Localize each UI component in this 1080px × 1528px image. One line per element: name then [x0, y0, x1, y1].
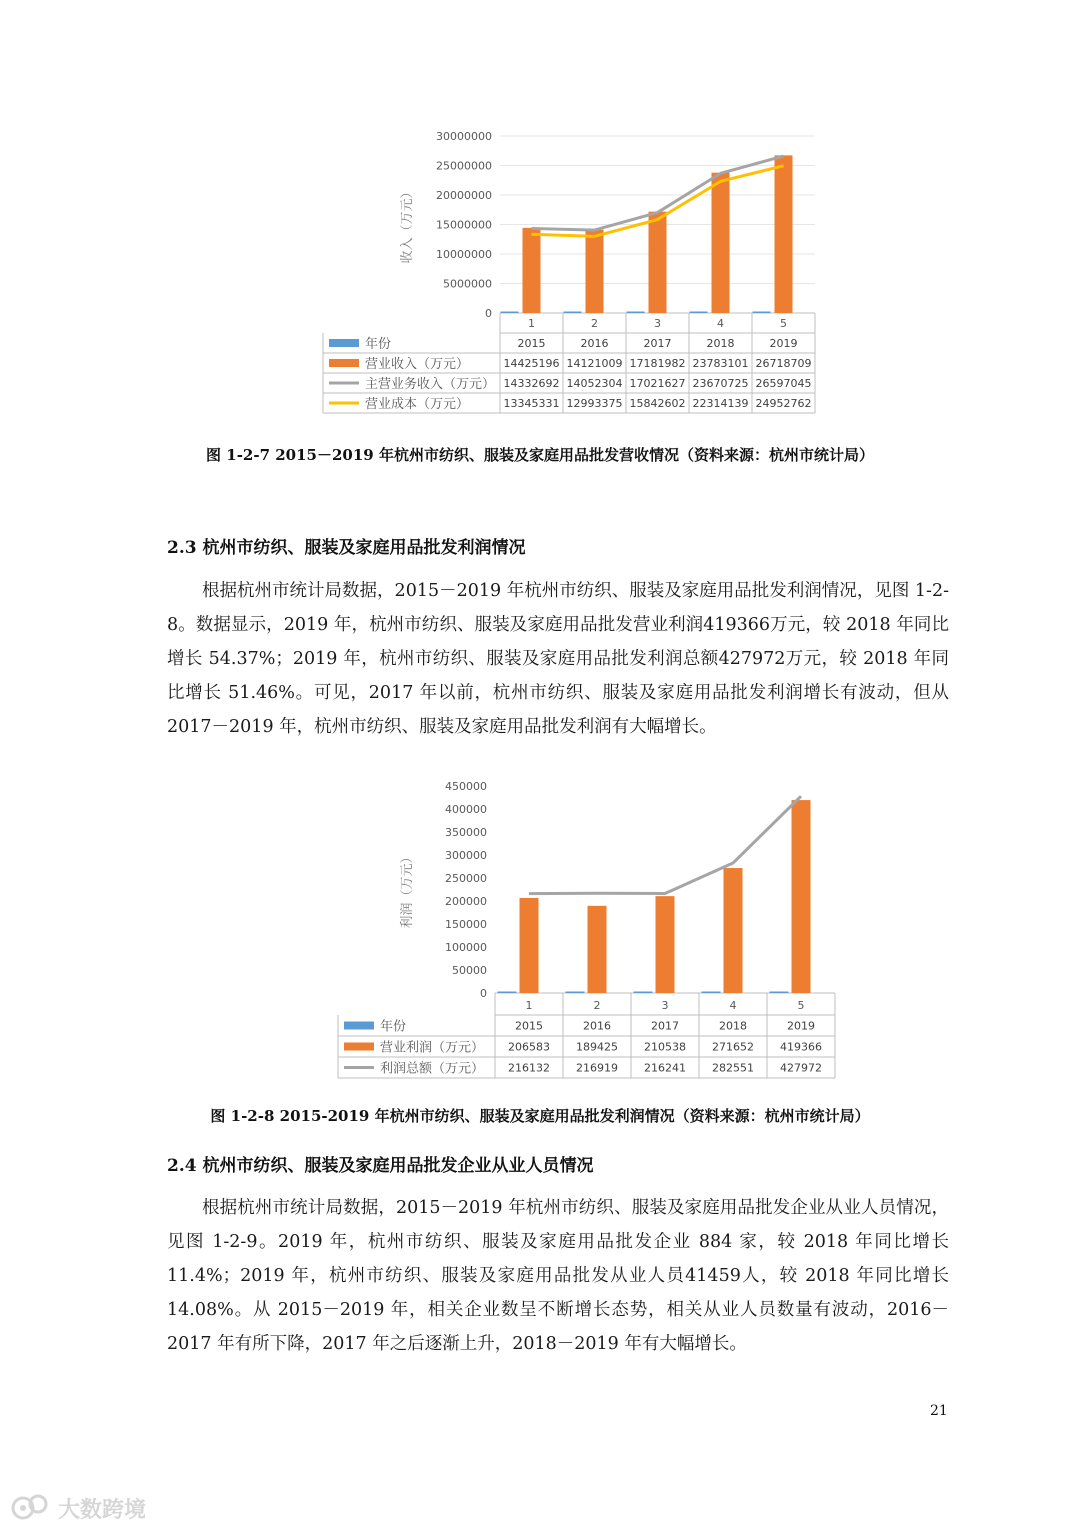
bar [586, 230, 604, 313]
x-tick-label: 4 [717, 317, 724, 330]
data-label: 23670725 [692, 377, 749, 390]
y-tick-label: 250000 [445, 872, 487, 885]
section-title-employees: 2.4 杭州市纺织、服装及家庭用品批发企业从业人员情况 [167, 1156, 594, 1176]
data-label: 427972 [780, 1061, 822, 1075]
y-tick-label: 20000000 [436, 189, 492, 202]
paragraph-employees: 根据杭州市统计局数据，2015－2019 年杭州市纺织、服装及家庭用品批发企业从业人员情况，见图 1-2-9。2019 年，杭州市纺织、服装及家庭用品批发企业 884 家，较 2018 年同比增长 11.4%；2019 年，杭州市纺织、服装及家庭用品批发从业人员41459人，较 2018 年同比增长 14.08%。从 2015－2019 年，相关企业数呈不断增长态势，相关从业人员数量有波动，2016－2017 年有所下降，2017 年之后逐渐上升，2018－2019 年有大幅增长。 [167, 1198, 949, 1354]
data-label: 2015 [517, 337, 546, 350]
year-bar [690, 312, 708, 314]
data-label: 216919 [576, 1061, 618, 1075]
data-label: 216132 [508, 1061, 550, 1075]
watermark [10, 1490, 146, 1526]
x-tick-label: 3 [654, 317, 661, 330]
data-label: 2017 [643, 337, 672, 350]
bar [775, 155, 793, 313]
data-label: 12993375 [566, 397, 623, 410]
data-label: 13345331 [503, 397, 560, 410]
data-label: 2017 [651, 1019, 679, 1033]
bar [523, 228, 541, 313]
y-tick-label: 100000 [445, 941, 487, 954]
y-axis-title: 收入（万元） [400, 185, 415, 264]
data-label: 2019 [787, 1019, 815, 1033]
data-label: 2018 [706, 337, 735, 350]
year-bar [564, 312, 582, 314]
legend-key [329, 339, 359, 347]
y-axis-title: 利润（万元） [400, 850, 415, 929]
data-label: 26718709 [755, 357, 812, 370]
legend-entry: 营业成本（万元） [365, 397, 470, 412]
data-label: 2016 [580, 337, 609, 350]
legend-entry: 年份 [365, 337, 392, 352]
x-tick-label: 2 [591, 317, 598, 330]
legend-entry: 营业收入（万元） [365, 357, 470, 372]
legend-entry: 营业利润（万元） [380, 1040, 485, 1056]
figure-caption-revenue: 图 1-2-7 2015－2019 年杭州市纺织、服装及家庭用品批发营收情况（资料来源：杭州市统计局） [206, 446, 874, 464]
y-tick-label: 350000 [445, 826, 487, 839]
data-label: 17181982 [629, 357, 686, 370]
data-label: 2015 [515, 1019, 543, 1033]
data-label: 14052304 [566, 377, 623, 390]
legend-key [329, 359, 359, 367]
watermark-text: 大数跨境 [58, 1497, 147, 1523]
bar [649, 212, 667, 313]
data-label: 210538 [644, 1040, 686, 1054]
data-label: 206583 [508, 1040, 550, 1054]
section-title-profit: 2.3 杭州市纺织、服装及家庭用品批发利润情况 [167, 538, 526, 558]
y-tick-label: 25000000 [436, 159, 492, 173]
y-tick-label: 400000 [445, 803, 487, 816]
y-tick-label: 30000000 [436, 130, 492, 143]
y-tick-label: 15000000 [436, 218, 492, 232]
y-tick-label: 5000000 [443, 277, 492, 291]
x-tick-label: 1 [528, 317, 535, 330]
data-label: 22314139 [692, 397, 749, 410]
figure-caption-profit: 图 1-2-8 2015-2019 年杭州市纺织、服装及家庭用品批发利润情况（资料来源：杭州市统计局） [210, 1107, 870, 1125]
data-label: 2018 [719, 1019, 747, 1033]
x-tick-label: 4 [729, 999, 737, 1012]
x-tick-label: 1 [525, 999, 533, 1012]
data-label: 419366 [780, 1040, 822, 1054]
data-label: 24952762 [755, 397, 812, 410]
x-tick-label: 2 [593, 999, 601, 1012]
y-tick-label: 50000 [452, 964, 487, 977]
y-tick-label: 200000 [445, 895, 487, 908]
data-label: 17021627 [629, 377, 686, 390]
data-label: 2016 [583, 1019, 611, 1033]
x-tick-label: 5 [797, 999, 805, 1012]
year-bar [501, 312, 519, 314]
data-label: 189425 [576, 1040, 618, 1054]
y-tick-label: 0 [485, 307, 492, 320]
data-label: 271652 [712, 1040, 754, 1054]
y-tick-label: 300000 [445, 849, 487, 862]
legend-entry: 年份 [380, 1019, 407, 1035]
y-tick-label: 450000 [445, 780, 487, 793]
data-label: 2019 [769, 337, 798, 350]
y-tick-label: 10000000 [436, 248, 492, 261]
x-tick-label: 3 [661, 999, 669, 1012]
paragraph-profit: 根据杭州市统计局数据，2015－2019 年杭州市纺织、服装及家庭用品批发利润情况，见图 1-2-8。数据显示，2019 年，杭州市纺织、服装及家庭用品批发营业利润419366万元，较 2018 年同比增长 54.37%；2019 年，杭州市纺织、服装及家庭用品批发利润总额427972万元，较 2018 年同比增长 51.46%。可见，2017 年以前，杭州市纺织、服装及家庭用品批发利润增长有波动，但从 2017－2019 年，杭州市纺织、服装及家庭用品批发利润有大幅增长。 [167, 581, 949, 737]
x-tick-label: 5 [780, 317, 787, 330]
legend-entry: 利润总额（万元） [380, 1061, 485, 1077]
data-label: 23783101 [692, 357, 749, 370]
year-bar [627, 312, 645, 314]
legend-entry: 主营业务收入（万元） [365, 377, 496, 392]
y-tick-label: 150000 [445, 918, 487, 931]
data-label: 14332692 [503, 377, 560, 390]
page-number: 21 [930, 1403, 948, 1419]
data-label: 282551 [712, 1061, 754, 1075]
brand-logo-icon [10, 1493, 52, 1523]
bar [712, 173, 730, 313]
data-label: 15842602 [629, 397, 686, 410]
data-label: 26597045 [755, 377, 812, 390]
y-tick-label: 0 [480, 987, 487, 1000]
year-bar [753, 312, 771, 314]
data-label: 14425196 [503, 357, 560, 370]
data-label: 216241 [644, 1061, 686, 1075]
data-label: 14121009 [566, 357, 623, 370]
